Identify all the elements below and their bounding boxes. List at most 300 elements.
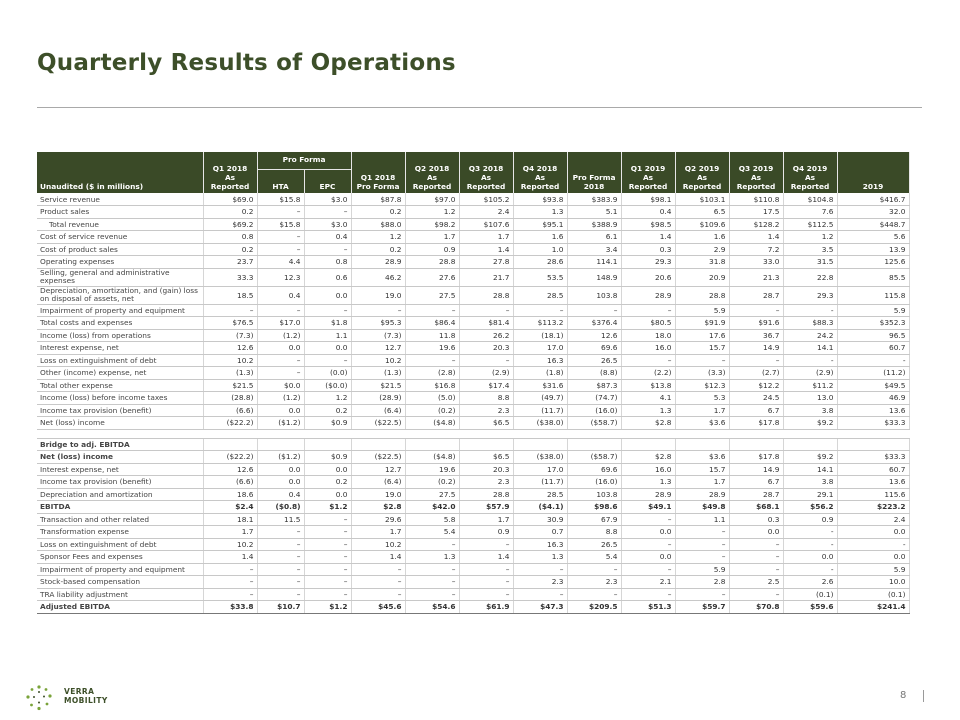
value-cell: - [783, 538, 837, 551]
value-cell: 0.4 [304, 231, 351, 244]
row-label: Service revenue [37, 193, 203, 206]
column-header: HTA [257, 169, 304, 193]
value-cell: – [257, 538, 304, 551]
value-cell: 6.5 [675, 206, 729, 219]
value-cell: $110.8 [729, 193, 783, 206]
value-cell: $17.8 [729, 417, 783, 430]
value-cell: 103.8 [567, 286, 621, 304]
value-cell: 5.6 [837, 231, 909, 244]
value-cell: 1.4 [621, 231, 675, 244]
value-cell: $17.0 [257, 317, 304, 330]
value-cell: – [351, 576, 405, 589]
value-cell: $1.8 [304, 317, 351, 330]
table-row [37, 286, 909, 304]
value-cell: – [257, 354, 304, 367]
value-cell: (8.8) [567, 367, 621, 380]
value-cell: (28.9) [351, 392, 405, 405]
value-cell: – [459, 354, 513, 367]
value-cell: 96.5 [837, 329, 909, 342]
row-label: Transaction and other related [37, 513, 203, 526]
value-cell: 1.4 [351, 551, 405, 564]
value-cell: 14.1 [783, 342, 837, 355]
column-header: Q2 2019 As Reported [675, 152, 729, 193]
value-cell: – [729, 538, 783, 551]
value-cell [257, 438, 304, 451]
row-label: Transformation expense [37, 526, 203, 539]
value-cell: $47.3 [513, 601, 567, 614]
value-cell: 16.0 [621, 342, 675, 355]
value-cell: $33.3 [837, 451, 909, 464]
value-cell: 20.3 [459, 342, 513, 355]
value-cell: (2.2) [621, 367, 675, 380]
value-cell: – [459, 538, 513, 551]
value-cell: 19.6 [405, 342, 459, 355]
value-cell: – [257, 304, 304, 317]
value-cell: $49.1 [621, 501, 675, 514]
value-cell: – [351, 563, 405, 576]
value-cell: 14.9 [729, 342, 783, 355]
value-cell: (11.2) [837, 367, 909, 380]
value-cell: 20.9 [675, 268, 729, 286]
value-cell: 27.6 [405, 268, 459, 286]
value-cell: 31.5 [783, 256, 837, 269]
value-cell: 0.4 [257, 488, 304, 501]
value-cell: $42.0 [405, 501, 459, 514]
value-cell: $376.4 [567, 317, 621, 330]
value-cell: 5.8 [405, 513, 459, 526]
column-header: Q2 2018 As Reported [405, 152, 459, 193]
row-label: Impairment of property and equipment [37, 304, 203, 317]
table-row [37, 367, 909, 380]
value-cell: $59.6 [783, 601, 837, 614]
value-cell: $98.6 [567, 501, 621, 514]
table-row [37, 206, 909, 219]
value-cell: 2.3 [567, 576, 621, 589]
value-cell: $209.5 [567, 601, 621, 614]
column-header: Q1 2018 Pro Forma [351, 152, 405, 193]
value-cell: (18.1) [513, 329, 567, 342]
value-cell: – [405, 304, 459, 317]
value-cell: $2.8 [621, 417, 675, 430]
value-cell [513, 438, 567, 451]
value-cell: – [405, 354, 459, 367]
value-cell: 1.7 [405, 231, 459, 244]
value-cell [459, 438, 513, 451]
value-cell: 1.1 [304, 329, 351, 342]
table-row [37, 354, 909, 367]
value-cell: 0.7 [513, 526, 567, 539]
value-cell: 7.2 [729, 243, 783, 256]
value-cell: $95.1 [513, 218, 567, 231]
value-cell: $3.6 [675, 417, 729, 430]
value-cell: 18.1 [203, 513, 257, 526]
value-cell: 6.7 [729, 404, 783, 417]
value-cell: – [304, 576, 351, 589]
value-cell: 36.7 [729, 329, 783, 342]
table-row [37, 488, 909, 501]
value-cell: – [257, 563, 304, 576]
value-cell: 8.8 [459, 392, 513, 405]
table-row [37, 329, 909, 342]
value-cell: 1.7 [203, 526, 257, 539]
value-cell: 125.6 [837, 256, 909, 269]
value-cell: 17.0 [513, 342, 567, 355]
value-cell: 29.1 [783, 488, 837, 501]
value-cell: 115.8 [837, 286, 909, 304]
value-cell: 24.2 [783, 329, 837, 342]
row-label: Sponsor Fees and expenses [37, 551, 203, 564]
value-cell: 2.5 [729, 576, 783, 589]
value-cell: 53.5 [513, 268, 567, 286]
value-cell: – [405, 588, 459, 601]
value-cell: $0.0 [257, 379, 304, 392]
value-cell: $21.5 [203, 379, 257, 392]
value-cell: 10.2 [203, 538, 257, 551]
value-cell: $103.1 [675, 193, 729, 206]
value-cell: (1.8) [513, 367, 567, 380]
column-header: Q1 2018 As Reported [203, 152, 257, 193]
value-cell: $105.2 [459, 193, 513, 206]
table-row [37, 231, 909, 244]
value-cell: $2.8 [621, 451, 675, 464]
table-row [37, 193, 909, 206]
value-cell: $104.8 [783, 193, 837, 206]
value-cell: 1.6 [513, 231, 567, 244]
value-cell: 6.7 [729, 476, 783, 489]
value-cell: – [304, 563, 351, 576]
value-cell: 28.5 [513, 488, 567, 501]
value-cell: 12.3 [257, 268, 304, 286]
value-cell: 0.0 [783, 551, 837, 564]
value-cell: $45.6 [351, 601, 405, 614]
value-cell: 12.6 [567, 329, 621, 342]
value-cell: $91.9 [675, 317, 729, 330]
value-cell: 28.8 [459, 488, 513, 501]
value-cell: 1.3 [621, 404, 675, 417]
value-cell: 16.0 [621, 463, 675, 476]
value-cell: 5.9 [675, 563, 729, 576]
value-cell: $21.5 [351, 379, 405, 392]
value-cell: 0.2 [351, 243, 405, 256]
row-label: Total costs and expenses [37, 317, 203, 330]
value-cell: 46.9 [837, 392, 909, 405]
table-row [37, 218, 909, 231]
value-cell: – [257, 551, 304, 564]
value-cell: (6.4) [351, 476, 405, 489]
value-cell: $223.2 [837, 501, 909, 514]
value-cell: $3.0 [304, 193, 351, 206]
table-row [37, 576, 909, 589]
value-cell: 21.7 [459, 268, 513, 286]
value-cell: (74.7) [567, 392, 621, 405]
value-cell: 28.9 [351, 256, 405, 269]
value-cell: – [459, 588, 513, 601]
value-cell: 1.4 [459, 551, 513, 564]
value-cell: 28.7 [729, 286, 783, 304]
value-cell: ($22.2) [203, 417, 257, 430]
value-cell: – [513, 588, 567, 601]
value-cell: – [203, 588, 257, 601]
value-cell: $107.6 [459, 218, 513, 231]
value-cell: ($1.2) [257, 417, 304, 430]
value-cell: 4.4 [257, 256, 304, 269]
value-cell: 0.0 [304, 488, 351, 501]
value-cell: $113.2 [513, 317, 567, 330]
value-cell: 46.2 [351, 268, 405, 286]
value-cell: (16.0) [567, 404, 621, 417]
value-cell: $128.2 [729, 218, 783, 231]
value-cell: $12.3 [675, 379, 729, 392]
table-row [37, 317, 909, 330]
value-cell: $1.2 [304, 501, 351, 514]
value-cell: – [567, 563, 621, 576]
value-cell: 19.0 [351, 286, 405, 304]
value-cell: $388.9 [567, 218, 621, 231]
value-cell: 14.9 [729, 463, 783, 476]
value-cell: 14.1 [783, 463, 837, 476]
value-cell: 0.0 [729, 526, 783, 539]
value-cell: 16.3 [513, 354, 567, 367]
value-cell: – [675, 588, 729, 601]
value-cell: (7.3) [351, 329, 405, 342]
row-label: Net (loss) income [37, 417, 203, 430]
value-cell: 2.9 [675, 243, 729, 256]
title-divider [37, 107, 922, 108]
row-label: Stock-based compensation [37, 576, 203, 589]
value-cell: $57.9 [459, 501, 513, 514]
value-cell: 2.1 [621, 576, 675, 589]
row-label: Adjusted EBITDA [37, 601, 203, 614]
row-label: Income (loss) from operations [37, 329, 203, 342]
value-cell: 20.6 [621, 268, 675, 286]
value-cell: – [203, 576, 257, 589]
value-cell: 85.5 [837, 268, 909, 286]
value-cell: 148.9 [567, 268, 621, 286]
value-cell: – [675, 354, 729, 367]
value-cell: – [513, 304, 567, 317]
value-cell: – [675, 526, 729, 539]
row-label: Operating expenses [37, 256, 203, 269]
value-cell: 0.2 [203, 206, 257, 219]
value-cell: $49.8 [675, 501, 729, 514]
value-cell: – [621, 304, 675, 317]
value-cell: (2.7) [729, 367, 783, 380]
value-cell: – [621, 513, 675, 526]
value-cell: – [459, 304, 513, 317]
value-cell: 33.0 [729, 256, 783, 269]
value-cell: 1.2 [783, 231, 837, 244]
logo-text-line2: MOBILITY [64, 696, 108, 705]
value-cell: 2.3 [459, 404, 513, 417]
table-row [37, 538, 909, 551]
value-cell: 27.8 [459, 256, 513, 269]
value-cell: 18.0 [621, 329, 675, 342]
row-label: Total other expense [37, 379, 203, 392]
value-cell: 28.9 [675, 488, 729, 501]
value-cell: – [257, 576, 304, 589]
value-cell: $12.2 [729, 379, 783, 392]
logo-mark-icon [24, 684, 54, 712]
value-cell: – [304, 526, 351, 539]
value-cell: ($58.7) [567, 451, 621, 464]
value-cell: 0.3 [729, 513, 783, 526]
value-cell: 0.3 [621, 243, 675, 256]
column-header: Q1 2019 As Reported [621, 152, 675, 193]
value-cell: ($22.5) [351, 417, 405, 430]
value-cell: $61.9 [459, 601, 513, 614]
value-cell: 1.3 [513, 206, 567, 219]
value-cell: - [837, 354, 909, 367]
table-row [37, 588, 909, 601]
value-cell: 1.4 [459, 243, 513, 256]
value-cell: - [783, 304, 837, 317]
value-cell: ($0.0) [304, 379, 351, 392]
table-row [37, 513, 909, 526]
value-cell: – [304, 551, 351, 564]
value-cell: $93.8 [513, 193, 567, 206]
value-cell: $98.5 [621, 218, 675, 231]
value-cell: – [729, 354, 783, 367]
value-cell: 12.7 [351, 342, 405, 355]
value-cell: - [837, 538, 909, 551]
value-cell: $87.8 [351, 193, 405, 206]
value-cell: 1.7 [675, 476, 729, 489]
value-cell: 10.2 [203, 354, 257, 367]
value-cell: 15.7 [675, 342, 729, 355]
value-cell: 29.3 [783, 286, 837, 304]
value-cell: $33.3 [837, 417, 909, 430]
pro-forma-group-header: Pro Forma [257, 152, 351, 169]
value-cell: – [257, 243, 304, 256]
value-cell: – [257, 588, 304, 601]
value-cell: – [304, 538, 351, 551]
logo-text-line1: VERRA [64, 687, 95, 696]
row-label: Product sales [37, 206, 203, 219]
value-cell: 29.6 [351, 513, 405, 526]
value-cell: $11.2 [783, 379, 837, 392]
value-cell: ($1.2) [257, 451, 304, 464]
value-cell: $87.3 [567, 379, 621, 392]
table-row [37, 404, 909, 417]
value-cell: – [304, 588, 351, 601]
row-label: EBITDA [37, 501, 203, 514]
row-label: Cost of service revenue [37, 231, 203, 244]
value-cell: – [257, 526, 304, 539]
table-row [37, 451, 909, 464]
value-cell: 2.8 [675, 576, 729, 589]
table-header [37, 152, 909, 193]
value-cell: 3.4 [567, 243, 621, 256]
value-cell: 0.0 [837, 551, 909, 564]
page-number-divider [923, 690, 924, 702]
value-cell: (0.1) [837, 588, 909, 601]
value-cell: 5.4 [567, 551, 621, 564]
row-label: Depreciation, amortization, and (gain) loss on disposal of assets, net [37, 286, 203, 304]
value-cell: – [567, 304, 621, 317]
table-row [37, 563, 909, 576]
value-cell: ($22.5) [351, 451, 405, 464]
value-cell: 0.6 [304, 268, 351, 286]
table-row [37, 476, 909, 489]
value-cell: 1.3 [513, 551, 567, 564]
value-cell: 33.3 [203, 268, 257, 286]
value-cell: 28.7 [729, 488, 783, 501]
value-cell: $51.3 [621, 601, 675, 614]
value-cell: 5.9 [837, 304, 909, 317]
value-cell: (7.3) [203, 329, 257, 342]
value-cell: $54.6 [405, 601, 459, 614]
value-cell [621, 438, 675, 451]
value-cell: 26.2 [459, 329, 513, 342]
value-cell: 0.9 [405, 243, 459, 256]
value-cell: $49.5 [837, 379, 909, 392]
table-row [37, 342, 909, 355]
value-cell: $98.1 [621, 193, 675, 206]
value-cell: – [304, 513, 351, 526]
value-cell: (5.0) [405, 392, 459, 405]
value-cell: $31.6 [513, 379, 567, 392]
value-cell: (0.2) [405, 476, 459, 489]
value-cell: 12.7 [351, 463, 405, 476]
value-cell: – [567, 588, 621, 601]
value-cell: (0.2) [405, 404, 459, 417]
table-body [37, 193, 909, 613]
value-cell: 28.5 [513, 286, 567, 304]
column-header: Q4 2018 As Reported [513, 152, 567, 193]
value-cell: (1.2) [257, 392, 304, 405]
value-cell: 11.5 [257, 513, 304, 526]
value-cell: (1.2) [257, 329, 304, 342]
table-row [37, 429, 909, 438]
page-number: 8 [900, 690, 907, 701]
value-cell: 10.0 [837, 576, 909, 589]
value-cell: (11.7) [513, 476, 567, 489]
value-cell: 28.6 [513, 256, 567, 269]
value-cell: – [675, 551, 729, 564]
value-cell: – [304, 243, 351, 256]
value-cell: 2.4 [837, 513, 909, 526]
value-cell: 11.8 [405, 329, 459, 342]
value-cell: $416.7 [837, 193, 909, 206]
value-cell: 30.9 [513, 513, 567, 526]
value-cell: 32.0 [837, 206, 909, 219]
value-cell: 1.6 [675, 231, 729, 244]
row-label: Interest expense, net [37, 463, 203, 476]
value-cell: (6.6) [203, 404, 257, 417]
value-cell: – [513, 563, 567, 576]
spacer-cell [37, 429, 909, 438]
value-cell: (1.3) [351, 367, 405, 380]
value-cell: 67.9 [567, 513, 621, 526]
value-cell: ($4.1) [513, 501, 567, 514]
value-cell: $2.8 [351, 501, 405, 514]
value-cell: 1.0 [513, 243, 567, 256]
value-cell: $88.3 [783, 317, 837, 330]
row-label: Total revenue [37, 218, 203, 231]
value-cell: 5.3 [675, 392, 729, 405]
value-cell: – [459, 576, 513, 589]
value-cell: 1.2 [405, 206, 459, 219]
value-cell: 10.2 [351, 354, 405, 367]
value-cell: 0.2 [304, 404, 351, 417]
value-cell: 3.8 [783, 476, 837, 489]
row-label: Other (income) expense, net [37, 367, 203, 380]
row-label: Income (loss) before income taxes [37, 392, 203, 405]
value-cell: 5.4 [405, 526, 459, 539]
value-cell: 2.4 [459, 206, 513, 219]
value-cell: 103.8 [567, 488, 621, 501]
value-cell: (2.9) [783, 367, 837, 380]
